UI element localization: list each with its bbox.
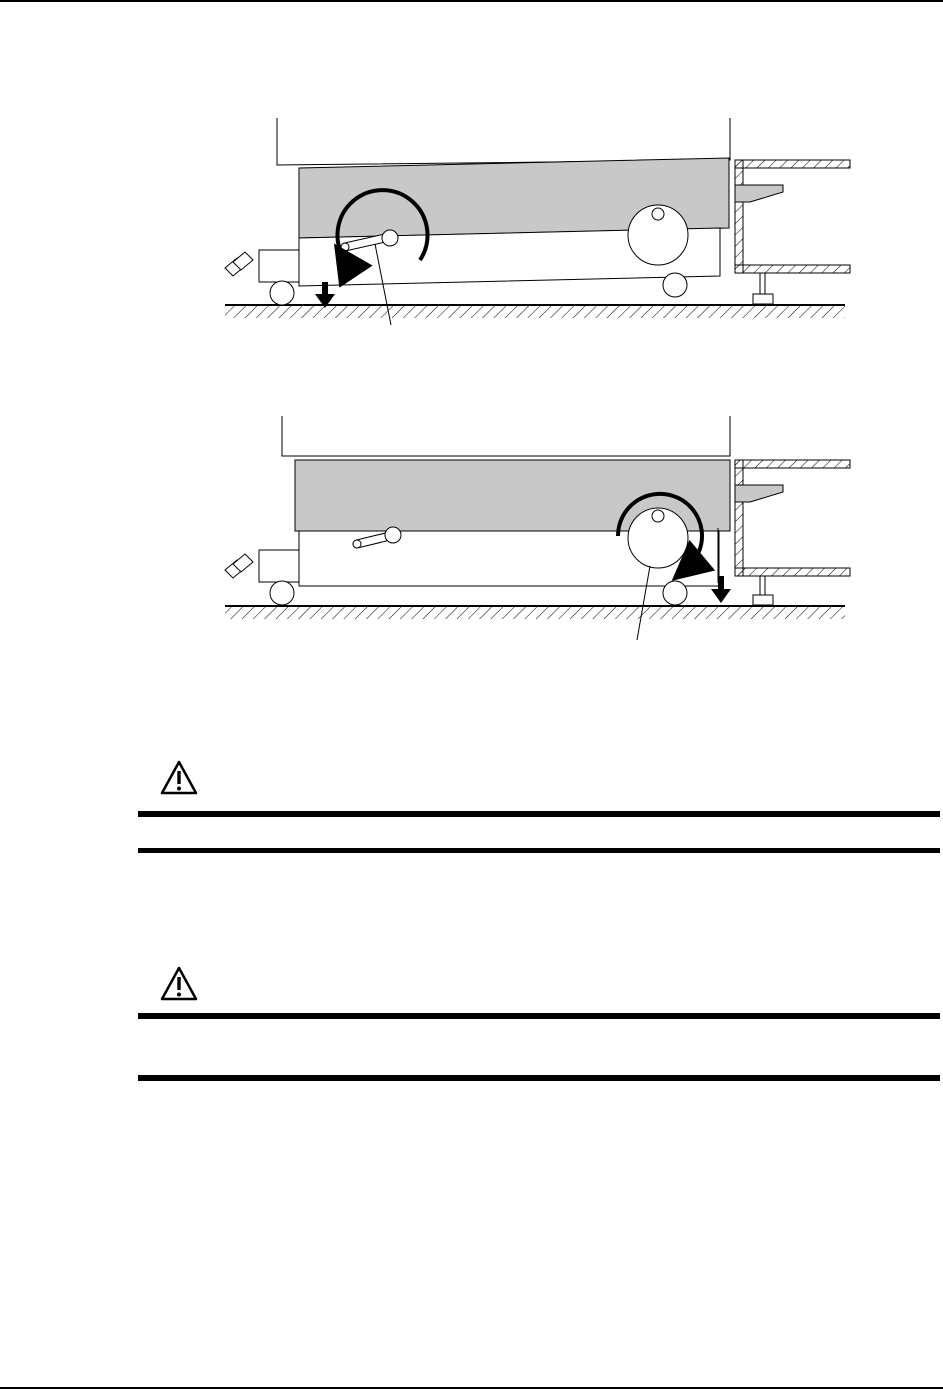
figure-2-illustration (215, 408, 855, 653)
caution-top-bar (138, 1013, 940, 1019)
figure-1-illustration (215, 110, 855, 340)
caster-wheel-right (663, 581, 687, 605)
caution-box-1 (138, 760, 940, 860)
figure-1 (215, 110, 855, 340)
caster-wheel-left (270, 581, 294, 605)
warning-triangle-icon (160, 966, 198, 1002)
caution-top-bar (138, 811, 940, 817)
floor-hatch (225, 306, 845, 318)
caution-bottom-bar (138, 848, 940, 853)
header-rule (0, 0, 943, 2)
footer-rule (0, 1387, 943, 1389)
floor-hatch (225, 607, 845, 619)
warning-triangle-icon (160, 760, 198, 796)
caution-bottom-bar (138, 1075, 940, 1081)
caster-wheel-left (270, 281, 294, 305)
caster-wheel-right (663, 273, 687, 297)
caution-box-2 (138, 962, 940, 1086)
figure-2 (215, 408, 855, 653)
